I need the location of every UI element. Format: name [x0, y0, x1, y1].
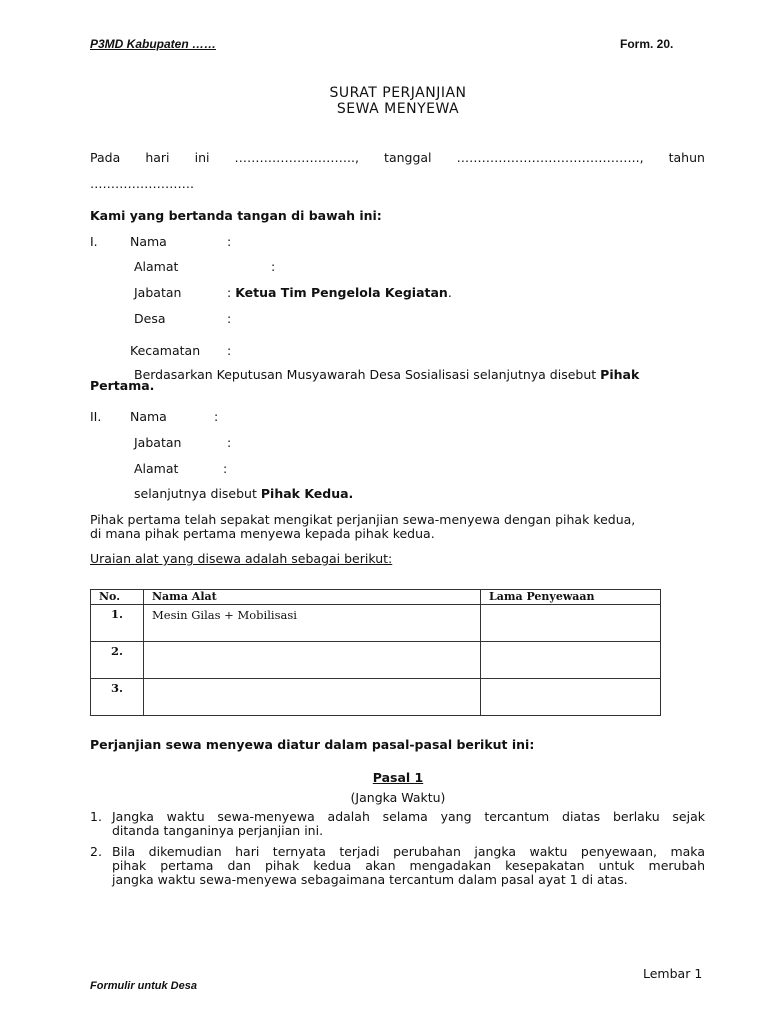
table-cell-lama: [481, 642, 661, 679]
page-label: Lembar 1: [643, 966, 703, 981]
party1-jabatan-period: .: [447, 285, 452, 300]
pasal1-item1-line1: Jangka waktu sewa-menyewa adalah selama yang tercantum diatas berlaku sejak: [112, 809, 705, 824]
party2-number: II.: [90, 409, 102, 424]
party1-alamat-colon: :: [271, 259, 276, 274]
pasal1-item1-number: 1.: [90, 809, 102, 824]
uraian-heading: Uraian alat yang disewa adalah sebagai berikut:: [90, 551, 393, 566]
party1-jabatan-value: Ketua Tim Pengelola Kegiatan: [235, 285, 448, 300]
party2-referred-text: selanjutnya disebut: [134, 486, 257, 501]
party1-jabatan-label: Jabatan: [134, 285, 182, 300]
party1-number: I.: [90, 234, 98, 249]
table-row: [91, 642, 661, 679]
party1-desa-colon: :: [227, 311, 232, 326]
agreement-line1: Pihak pertama telah sepakat mengikat perjanjian sewa-menyewa dengan pihak kedua,: [90, 512, 636, 527]
opening-tahun: tahun: [668, 150, 705, 165]
opening-dots-year: …………………….: [90, 176, 194, 191]
party2-jabatan-colon: :: [227, 435, 232, 450]
pasal1-item2-number: 2.: [90, 844, 102, 859]
opening-dots-day: ………………………..,: [234, 150, 359, 165]
table-cell-lama: [481, 605, 661, 642]
party1-desa-label: Desa: [134, 311, 166, 326]
pasal1-item2-line1: Bila dikemudian hari ternyata terjadi perubahan jangka waktu penyewaan, maka: [112, 844, 705, 859]
party1-kecamatan-colon: :: [227, 343, 232, 358]
pasal1-item1-line2: ditanda tanganinya perjanjian ini.: [112, 823, 324, 838]
table-cell-no: 1.: [91, 605, 144, 642]
table-header-no: No.: [91, 590, 144, 605]
table-header-row: [91, 590, 661, 605]
party2-nama-label: Nama: [130, 409, 167, 424]
opening-dots-date: ……………………………………..,: [456, 150, 644, 165]
table-cell-lama: [481, 679, 661, 716]
party1-alamat-label: Alamat: [134, 259, 179, 274]
agreement-line2: di mana pihak pertama menyewa kepada pihak kedua.: [90, 526, 435, 541]
party1-jabatan-row: [227, 285, 452, 300]
party1-basis-pertama: Pertama.: [90, 378, 155, 393]
party2-alamat-colon: :: [223, 461, 228, 476]
table-row: [91, 679, 661, 716]
party2-nama-colon: :: [214, 409, 219, 424]
pasal1-subtitle: (Jangka Waktu): [350, 790, 446, 805]
pasal1-item2-line2: pihak pertama dan pihak kedua akan mengadakan kesepakatan untuk merubah: [112, 858, 705, 873]
opening-tanggal: tanggal: [384, 150, 432, 165]
party1-nama-colon: :: [227, 234, 232, 249]
pasal1-title: Pasal 1: [372, 770, 424, 785]
party2-jabatan-label: Jabatan: [134, 435, 182, 450]
opening-pada: Pada: [90, 150, 121, 165]
table-cell-nama-alat: [144, 679, 481, 716]
pasal-intro: Perjanjian sewa menyewa diatur dalam pasal-pasal berikut ini:: [90, 737, 535, 752]
intro-text: Kami yang bertanda tangan di bawah ini:: [90, 208, 382, 223]
table-cell-no: 3.: [91, 679, 144, 716]
party2-referred-line: [134, 486, 353, 501]
table-header-nama-alat: Nama Alat: [144, 590, 481, 605]
header-right: Form. 20.: [620, 37, 674, 51]
party1-nama-label: Nama: [130, 234, 167, 249]
table-row: [91, 605, 661, 642]
document-title-line2: SEWA MENYEWA: [336, 101, 460, 117]
party1-kecamatan-label: Kecamatan: [130, 343, 201, 358]
table-cell-nama-alat: Mesin Gilas + Mobilisasi: [144, 605, 481, 642]
footer-text: Formulir untuk Desa: [90, 980, 197, 992]
opening-ini: ini: [194, 150, 210, 165]
party2-alamat-label: Alamat: [134, 461, 179, 476]
party1-jabatan-colon: :: [227, 285, 232, 300]
party2-referred-bold: Pihak Kedua.: [260, 486, 354, 501]
party1-basis-pihak: Pihak: [600, 367, 640, 382]
table-cell-nama-alat: [144, 642, 481, 679]
party1-basis-line: [134, 367, 639, 382]
document-title-line1: SURAT PERJANJIAN: [329, 85, 467, 101]
pasal1-item2-line3: jangka waktu sewa-menyewa sebagaimana tercantum dalam pasal ayat 1 di atas.: [112, 872, 628, 887]
table-header-lama-penyewaan: Lama Penyewaan: [481, 590, 661, 605]
opening-hari: hari: [145, 150, 170, 165]
equipment-table: [90, 589, 661, 716]
opening-line: [90, 150, 705, 165]
header-left: P3MD Kabupaten ……: [90, 37, 217, 51]
party1-basis-text: Berdasarkan Keputusan Musyawarah Desa Sosialisasi selanjutnya disebut: [134, 367, 597, 382]
table-cell-no: 2.: [91, 642, 144, 679]
